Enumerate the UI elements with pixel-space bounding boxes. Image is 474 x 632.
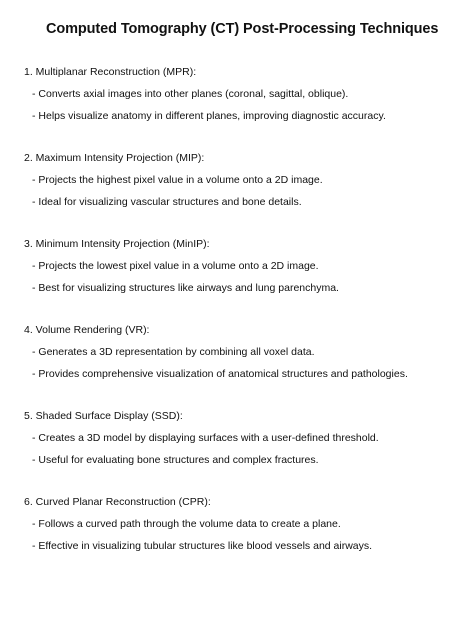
section-heading: 6. Curved Planar Reconstruction (CPR): bbox=[24, 496, 211, 508]
section-heading: 4. Volume Rendering (VR): bbox=[24, 324, 150, 336]
section-minip bbox=[24, 237, 464, 295]
section-heading: 3. Minimum Intensity Projection (MinIP): bbox=[24, 238, 210, 250]
section-cpr bbox=[24, 495, 464, 553]
bullet-item: - Helps visualize anatomy in different planes, improving diagnostic accuracy. bbox=[32, 110, 386, 122]
section-heading: 5. Shaded Surface Display (SSD): bbox=[24, 410, 183, 422]
bullet-item: - Generates a 3D representation by combining all voxel data. bbox=[32, 346, 315, 358]
section-mpr bbox=[24, 65, 464, 123]
section-mip bbox=[24, 151, 464, 209]
bullet-item: - Ideal for visualizing vascular structures and bone details. bbox=[32, 196, 302, 208]
bullet-item: - Creates a 3D model by displaying surfaces with a user-defined threshold. bbox=[32, 432, 379, 444]
section-heading: 2. Maximum Intensity Projection (MIP): bbox=[24, 152, 205, 164]
section-vr bbox=[24, 323, 464, 381]
document-title: Computed Tomography (CT) Post-Processing Techniques bbox=[46, 21, 439, 37]
bullet-item: - Effective in visualizing tubular structures like blood vessels and airways. bbox=[32, 540, 373, 552]
section-heading: 1. Multiplanar Reconstruction (MPR): bbox=[24, 66, 197, 78]
bullet-item: - Useful for evaluating bone structures and complex fractures. bbox=[32, 454, 319, 466]
bullet-item: - Projects the highest pixel value in a volume onto a 2D image. bbox=[32, 174, 323, 186]
bullet-item: - Provides comprehensive visualization of anatomical structures and pathologies. bbox=[32, 368, 408, 380]
bullet-item: - Converts axial images into other planes (coronal, sagittal, oblique). bbox=[32, 88, 349, 100]
section-ssd bbox=[24, 409, 464, 467]
bullet-item: - Projects the lowest pixel value in a volume onto a 2D image. bbox=[32, 260, 319, 272]
bullet-item: - Follows a curved path through the volume data to create a plane. bbox=[32, 518, 341, 530]
bullet-item: - Best for visualizing structures like airways and lung parenchyma. bbox=[32, 282, 339, 294]
